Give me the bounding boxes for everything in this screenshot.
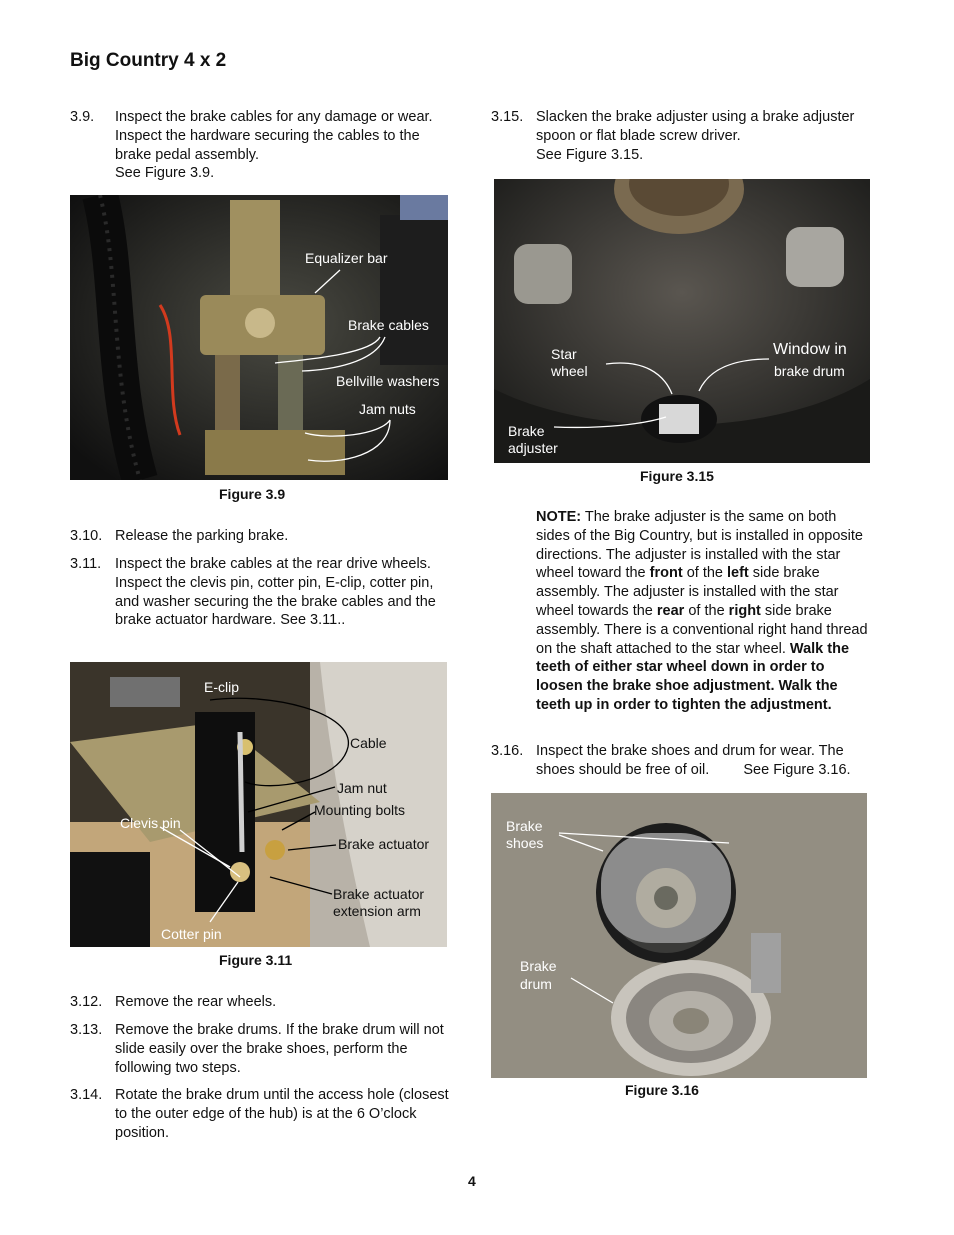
label-equalizer-bar: Equalizer bar <box>305 250 388 266</box>
figure-3-11-caption: Figure 3.11 <box>219 952 293 968</box>
note-paragraph: NOTE: The brake adjuster is the same on both sides of the Big Country, but is installed in opposite directions. The adjuster is installed with the star wheel toward the front of the left side brake assembly. The adjuster is installed with the star wheel towards the rear of the right side brake assembly. There is a conventional right hand thread on the shaft attached to the star wheel. Walk the teeth of either star wheel down in order to loosen the brake shoe adjustment. Walk the teeth up in order to tighten the adjustment. <box>536 509 868 713</box>
label-actuator-arm-line1: Brake actuator <box>333 886 425 902</box>
label-brake-cables: Brake cables <box>348 317 429 333</box>
label-bellville-washers: Bellville washers <box>336 373 440 389</box>
step-text: Inspect the brake shoes and drum for wear. The shoes should be free of oil. <box>536 743 844 778</box>
label-shoes-line1: Brake <box>506 818 543 834</box>
label-clevis-pin: Clevis pin <box>120 815 181 831</box>
figure-3-16-caption: Figure 3.16 <box>625 1082 699 1098</box>
label-adjuster-line2: adjuster <box>508 440 558 456</box>
step-text: Inspect the brake cables for any damage or wear. Inspect the hardware securing the cables to the brake pedal assembly. <box>115 109 433 163</box>
label-star-line1: Star <box>551 346 577 362</box>
note-bold-instruction: Walk the teeth of either star wheel down in order to loosen the brake shoe adjustment. Walk the teeth up in order to tighten the adjustment. <box>536 640 850 713</box>
step-see: See Figure 3.16. <box>743 761 851 778</box>
figure-3-15-caption: Figure 3.15 <box>640 468 714 484</box>
label-e-clip: E-clip <box>204 679 240 695</box>
step-text: Slacken the brake adjuster using a brake adjuster spoon or flat blade screw driver. <box>536 109 855 144</box>
figure-3-9-caption: Figure 3.9 <box>219 486 286 502</box>
label-shoes-line2: shoes <box>506 835 544 851</box>
label-window-line1: Window in <box>773 341 847 358</box>
note-label: NOTE: <box>536 509 582 525</box>
label-mounting-bolts: Mounting bolts <box>314 802 406 818</box>
page-number: 4 <box>468 1173 476 1189</box>
figure-3-15-photo <box>494 179 870 463</box>
label-brake-actuator: Brake actuator <box>338 836 430 852</box>
figure-3-11-photo <box>70 662 447 947</box>
figure-3-9-photo <box>70 195 448 480</box>
label-jam-nuts: Jam nuts <box>359 401 416 417</box>
label-cable: Cable <box>350 735 387 751</box>
label-actuator-arm-line2: extension arm <box>333 903 421 919</box>
label-cotter-pin: Cotter pin <box>161 926 222 942</box>
label-star-line2: wheel <box>551 363 588 379</box>
label-drum-line2: drum <box>520 976 552 992</box>
step-see: See Figure 3.15. <box>536 146 644 163</box>
page-title: Big Country 4 x 2 <box>70 50 227 71</box>
figure-3-16-photo <box>491 793 867 1078</box>
label-window-line2: brake drum <box>774 363 845 379</box>
label-jam-nut: Jam nut <box>337 780 387 796</box>
label-drum-line1: Brake <box>520 958 557 974</box>
step-see: See Figure 3.9. <box>115 165 215 182</box>
label-adjuster-line1: Brake <box>508 423 545 439</box>
